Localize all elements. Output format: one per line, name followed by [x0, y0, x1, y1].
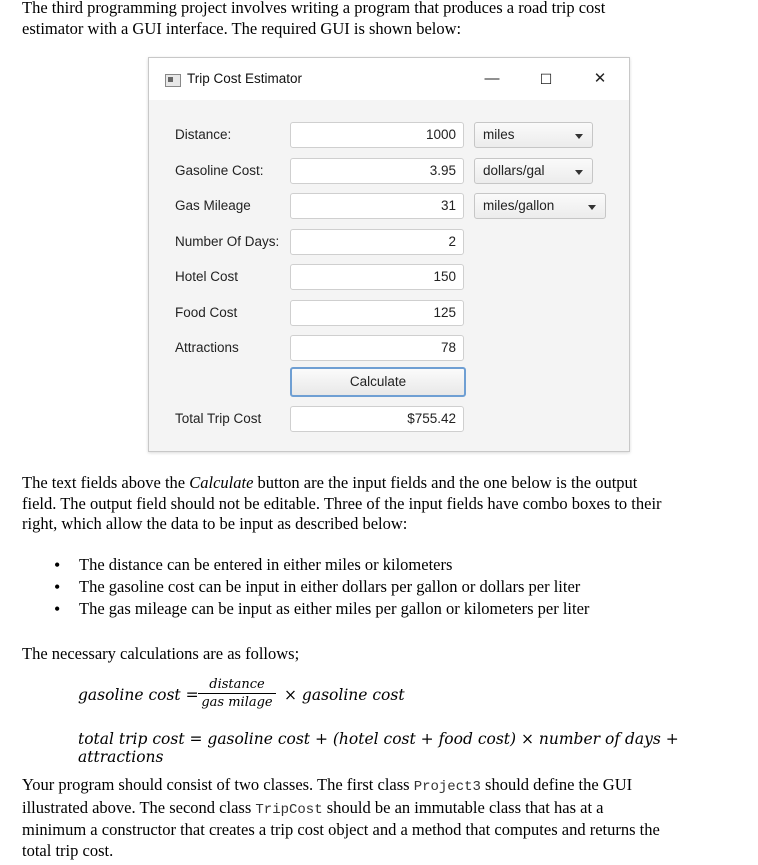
formula-gasoline-lhs: gasoline cost = [78, 686, 199, 704]
intro-paragraph [22, 0, 752, 39]
hotel-cost-label: Hotel Cost [175, 269, 239, 284]
distance-unit-combo[interactable] [474, 122, 593, 148]
minimize-button[interactable]: — [484, 70, 500, 87]
closing-line-2a: illustrated above. The second class [22, 797, 256, 817]
fraction-numerator: distance [198, 677, 276, 694]
description-paragraph [22, 473, 752, 535]
formula-total-trip-cost: total trip cost = gasoline cost + (hotel cost + food cost) × number of days + attractions [78, 730, 679, 766]
app-window-icon [165, 74, 181, 87]
gasoline-unit-combo[interactable] [474, 158, 593, 184]
list-item: • The gas mileage can be input as either miles per gallon or kilometers per liter [50, 598, 589, 620]
food-cost-input[interactable]: 125 [290, 300, 464, 326]
intro-line-1: The third programming project involves writing a program that produces a road trip cost [22, 0, 606, 17]
trip-cost-window [148, 57, 630, 452]
distance-label: Distance: [175, 127, 232, 142]
calculations-intro: The necessary calculations are as follows; [22, 644, 300, 663]
formula-gasoline-rhs: × gasoline cost [284, 686, 405, 704]
intro-line-2: estimator with a GUI interface. The required GUI is shown below: [22, 18, 462, 38]
list-item: • The gasoline cost can be input in either dollars per gallon or dollars per liter [50, 576, 589, 598]
number-of-days-label: Number Of Days: [175, 234, 280, 249]
close-button[interactable]: ✕ [593, 70, 607, 87]
chevron-down-icon [575, 134, 583, 139]
gasoline-cost-input[interactable]: 3.95 [290, 158, 464, 184]
fraction-denominator: gas milage [201, 695, 273, 710]
description-text-b: button are the input fields and the one below is the output [253, 473, 638, 492]
closing-line-2b: should be an immutable class that has at a [322, 797, 604, 817]
chevron-down-icon [575, 170, 583, 175]
closing-line-1a: Your program should consist of two classes. The first class [22, 775, 414, 794]
list-item: • The distance can be entered in either miles or kilometers [50, 554, 589, 576]
calculate-word: Calculate [189, 473, 254, 492]
unit-options-list [50, 554, 589, 620]
description-line-3: right, which allow the data to be input as described below: [22, 514, 408, 533]
food-cost-label: Food Cost [175, 305, 238, 320]
mileage-unit-combo[interactable] [474, 193, 606, 219]
description-line-2: field. The output field should not be editable. Three of the input fields have combo boxes to their [22, 493, 662, 513]
gasoline-cost-label: Gasoline Cost: [175, 163, 264, 178]
total-trip-cost-label: Total Trip Cost [175, 411, 262, 426]
class-name-tripcost: TripCost [255, 801, 323, 818]
attractions-label: Attractions [175, 340, 239, 355]
closing-line-3: minimum a constructor that creates a trip cost object and a method that computes and returns the [22, 820, 660, 839]
total-trip-cost-output: $755.42 [290, 406, 464, 432]
calculate-button[interactable]: Calculate [290, 367, 466, 397]
hotel-cost-input[interactable]: 150 [290, 264, 464, 290]
description-text-a: The text fields above the [22, 473, 190, 492]
closing-line-1b: should define the GUI [480, 775, 633, 794]
gas-mileage-label: Gas Mileage [175, 198, 251, 213]
maximize-button[interactable]: ☐ [539, 71, 553, 87]
chevron-down-icon [588, 205, 596, 210]
window-title: Trip Cost Estimator [187, 71, 303, 86]
class-name-project3: Project3 [413, 779, 481, 795]
gas-mileage-input[interactable]: 31 [290, 193, 464, 219]
number-of-days-input[interactable]: 2 [290, 229, 464, 255]
attractions-input[interactable]: 78 [290, 335, 464, 361]
mileage-unit-value: miles/gallon [483, 198, 555, 213]
gasoline-unit-value: dollars/gal [483, 163, 545, 178]
closing-line-4: total trip cost. [22, 840, 114, 860]
distance-input[interactable]: 1000 [290, 122, 464, 148]
closing-paragraph [22, 775, 752, 861]
title-bar[interactable] [149, 58, 629, 100]
distance-unit-value: miles [483, 127, 515, 142]
formula-fraction [198, 677, 276, 710]
